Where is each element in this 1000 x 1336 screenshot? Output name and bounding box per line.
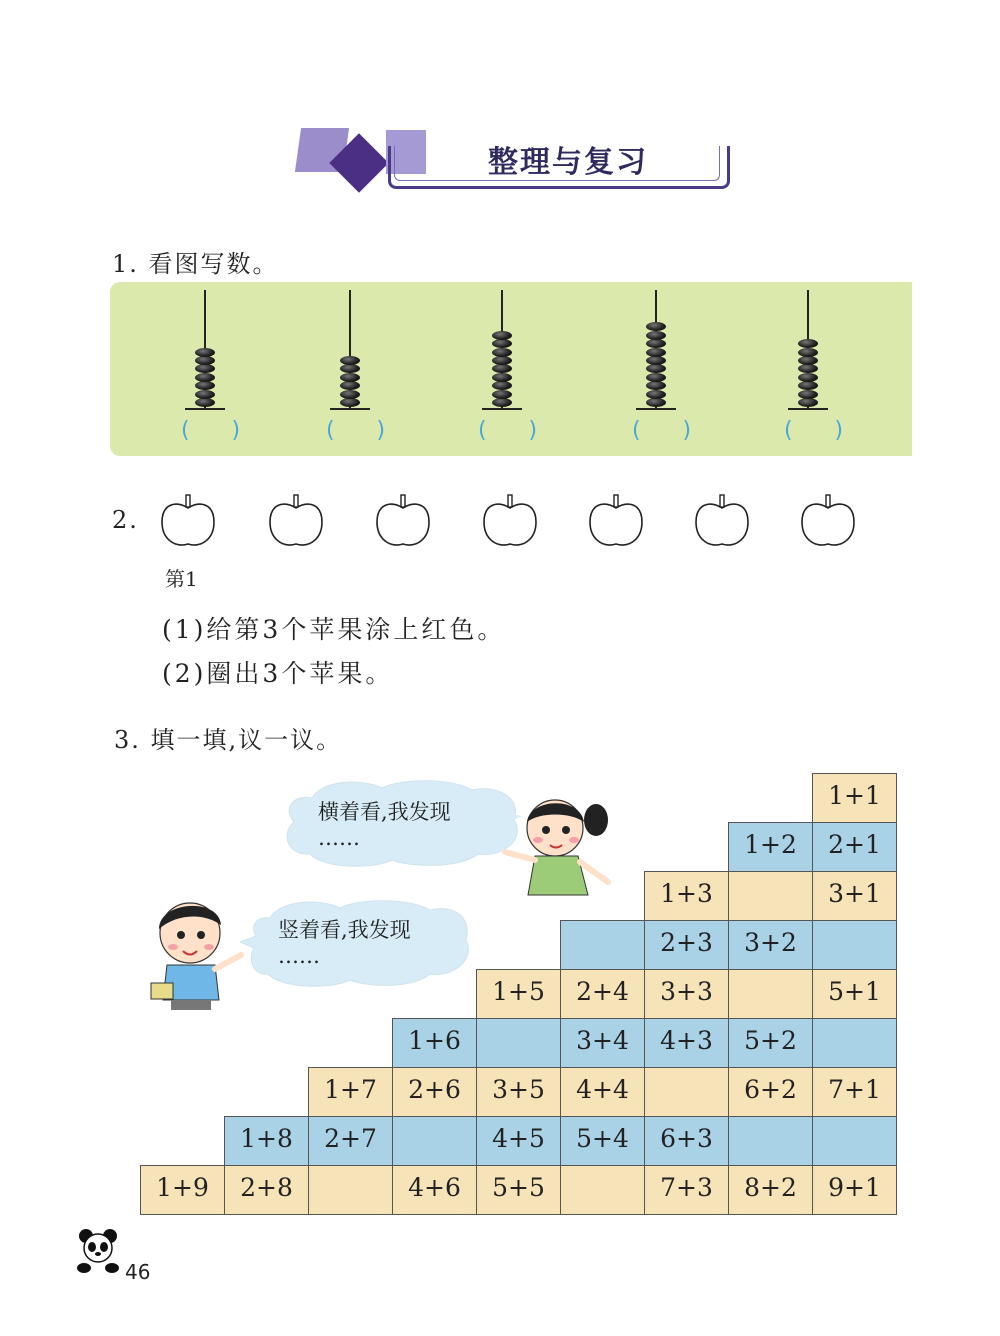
abacus-bead xyxy=(492,339,512,348)
question-2-sub1: (1)给第3个苹果涂上红色。 xyxy=(162,615,506,644)
abacus-bead xyxy=(492,348,512,357)
abacus-bead xyxy=(646,339,666,348)
abacus-bead xyxy=(646,373,666,382)
abacus-bead xyxy=(798,373,818,382)
girl-bubble-line2: …… xyxy=(318,826,360,850)
abacus-base xyxy=(636,408,676,410)
abacus xyxy=(482,290,522,420)
panda-icon xyxy=(74,1226,122,1276)
grid-cell: 5+4 xyxy=(560,1116,645,1166)
abacus-bead xyxy=(340,381,360,390)
apple-outline[interactable] xyxy=(586,492,646,552)
grid-cell: 2+8 xyxy=(224,1165,309,1215)
apple-outline[interactable] xyxy=(266,492,326,552)
grid-cell: 2+3 xyxy=(644,920,729,970)
grid-cell[interactable] xyxy=(560,920,645,970)
abacus-base xyxy=(185,408,225,410)
abacus-bead xyxy=(492,398,512,407)
abacus-bead xyxy=(340,398,360,407)
abacus-bead xyxy=(340,364,360,373)
grid-cell: 3+2 xyxy=(728,920,813,970)
grid-cell: 4+4 xyxy=(560,1067,645,1117)
answer-parentheses[interactable]: ( ) xyxy=(478,418,538,443)
abacus-base xyxy=(788,408,828,410)
answer-parentheses[interactable]: ( ) xyxy=(181,418,241,443)
grid-cell: 1+3 xyxy=(644,871,729,921)
abacus-bead xyxy=(195,348,215,357)
abacus-bead xyxy=(646,364,666,373)
abacus xyxy=(185,290,225,420)
abacus-bead xyxy=(798,398,818,407)
grid-cell: 6+3 xyxy=(644,1116,729,1166)
grid-cell[interactable] xyxy=(728,871,813,921)
abacus-bead xyxy=(798,348,818,357)
grid-cell[interactable] xyxy=(812,1018,897,1068)
grid-cell: 2+7 xyxy=(308,1116,393,1166)
boy-bubble-line1: 竖着看,我发现 xyxy=(278,918,411,942)
grid-cell: 8+2 xyxy=(728,1165,813,1215)
abacus-bead xyxy=(340,356,360,365)
abacus-bead xyxy=(492,364,512,373)
apple-outline[interactable] xyxy=(798,492,858,552)
grid-cell[interactable] xyxy=(308,1165,393,1215)
question-2-sub2: (2)圈出3个苹果。 xyxy=(162,659,394,688)
abacus-bead xyxy=(646,356,666,365)
girl-bubble-line1: 横着看,我发现 xyxy=(318,800,451,824)
abacus-bead xyxy=(798,356,818,365)
abacus-bead xyxy=(646,322,666,331)
abacus-bead xyxy=(798,390,818,399)
abacus-bead xyxy=(340,390,360,399)
apple-outline[interactable] xyxy=(373,492,433,552)
abacus-bead xyxy=(195,390,215,399)
grid-cell[interactable] xyxy=(476,1018,561,1068)
abacus-base xyxy=(330,408,370,410)
grid-cell: 4+6 xyxy=(392,1165,477,1215)
answer-parentheses[interactable]: ( ) xyxy=(326,418,386,443)
grid-cell: 4+3 xyxy=(644,1018,729,1068)
grid-cell: 1+5 xyxy=(476,969,561,1019)
grid-cell: 5+1 xyxy=(812,969,897,1019)
grid-cell: 2+1 xyxy=(812,822,897,872)
girl-illustration xyxy=(500,790,615,900)
grid-cell: 3+4 xyxy=(560,1018,645,1068)
grid-cell: 9+1 xyxy=(812,1165,897,1215)
abacus-bead xyxy=(798,339,818,348)
grid-cell: 1+9 xyxy=(140,1165,225,1215)
grid-cell: 5+2 xyxy=(728,1018,813,1068)
apple-outline[interactable] xyxy=(692,492,752,552)
abacus xyxy=(788,290,828,420)
abacus-bead xyxy=(492,373,512,382)
grid-cell[interactable] xyxy=(812,920,897,970)
abacus-bead xyxy=(798,381,818,390)
grid-cell: 1+6 xyxy=(392,1018,477,1068)
apple-outline[interactable] xyxy=(480,492,540,552)
boy-illustration xyxy=(145,895,250,1015)
abacus-bead xyxy=(492,356,512,365)
question-1-label: 1. 看图写数。 xyxy=(112,250,279,278)
boy-bubble-line2: …… xyxy=(278,944,320,968)
answer-parentheses[interactable]: ( ) xyxy=(632,418,692,443)
abacus-base xyxy=(482,408,522,410)
abacus xyxy=(636,290,676,420)
question-2-number: 2. xyxy=(112,506,139,534)
grid-cell[interactable] xyxy=(728,1116,813,1166)
grid-cell: 5+5 xyxy=(476,1165,561,1215)
abacus-bead xyxy=(646,331,666,340)
grid-cell: 1+7 xyxy=(308,1067,393,1117)
page-number: 46 xyxy=(125,1260,151,1284)
grid-cell: 2+4 xyxy=(560,969,645,1019)
abacus-bead xyxy=(646,398,666,407)
abacus-panel xyxy=(110,282,912,456)
grid-cell: 6+2 xyxy=(728,1067,813,1117)
abacus-bead xyxy=(646,390,666,399)
grid-cell: 3+5 xyxy=(476,1067,561,1117)
grid-cell[interactable] xyxy=(728,969,813,1019)
abacus-bead xyxy=(195,381,215,390)
abacus-bead xyxy=(798,364,818,373)
first-apple-label: 第1 xyxy=(165,567,198,591)
grid-cell: 3+1 xyxy=(812,871,897,921)
grid-cell[interactable] xyxy=(644,1067,729,1117)
grid-cell: 2+6 xyxy=(392,1067,477,1117)
grid-cell[interactable] xyxy=(560,1165,645,1215)
abacus-bead xyxy=(195,364,215,373)
grid-cell: 1+1 xyxy=(812,773,897,823)
abacus-bead xyxy=(646,348,666,357)
page-title: 整理与复习 xyxy=(488,145,648,180)
grid-cell[interactable] xyxy=(812,1116,897,1166)
abacus-bead xyxy=(492,331,512,340)
abacus-bead xyxy=(492,381,512,390)
answer-parentheses[interactable]: ( ) xyxy=(784,418,844,443)
grid-cell: 4+5 xyxy=(476,1116,561,1166)
abacus-bead xyxy=(195,398,215,407)
abacus-bead xyxy=(646,381,666,390)
grid-cell: 7+1 xyxy=(812,1067,897,1117)
grid-cell[interactable] xyxy=(392,1116,477,1166)
question-3-label: 3. 填一填,议一议。 xyxy=(114,726,343,754)
abacus-bead xyxy=(195,373,215,382)
abacus xyxy=(330,290,370,420)
grid-cell: 7+3 xyxy=(644,1165,729,1215)
grid-cell: 3+3 xyxy=(644,969,729,1019)
abacus-bead xyxy=(340,373,360,382)
abacus-bead xyxy=(195,356,215,365)
abacus-bead xyxy=(492,390,512,399)
apple-outline[interactable] xyxy=(158,492,218,552)
grid-cell: 1+2 xyxy=(728,822,813,872)
grid-cell: 1+8 xyxy=(224,1116,309,1166)
